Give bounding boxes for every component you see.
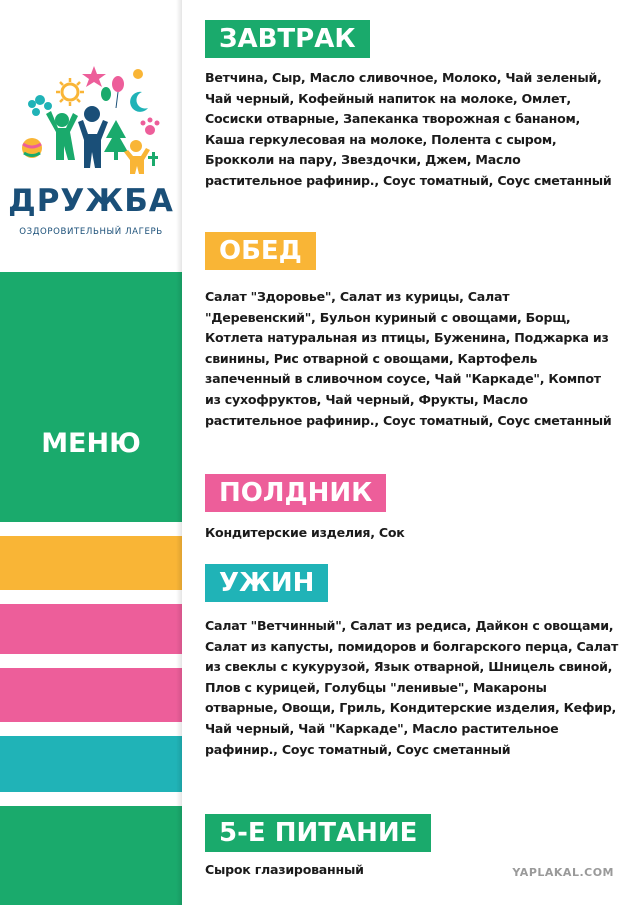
section-title-breakfast: ЗАВТРАК [205,20,370,58]
logo [0,0,182,272]
stripe-white [0,522,182,536]
menu-label: МЕНЮ [41,428,141,459]
logo-subtitle: ОЗДОРОВИТЕЛЬНЫЙ ЛАГЕРЬ [19,227,163,237]
section-text-lunch: Салат "Здоровье", Салат из курицы, Салат "Деревенский", Бульон куриный с овощами, Борщ, Котлета натуральная из птицы, Буженина, Поджарка из свинины, Рис отварной с овощами, Картофель запеченный в сливочном соусе, Чай "Каркаде", Компот из сухофруктов, Чай черный, Фрукты, Масло растительное рафинир., Соус томатный, Соус сметанный [205,289,612,428]
section-text-breakfast: Ветчина, Сыр, Масло сливочное, Молоко, Чай зеленый, Чай черный, Кофейный напиток на молоке, Омлет, Сосиски отварные, Запеканка творожная с бананом, Каша геркулесовая на молоке, Полента с сыром, Брокколи на пару, Звездочки, Джем, Масло растительное рафинир., Соус томатный, Соус сметанный [205,70,612,188]
left-sidebar [0,0,182,905]
stripe-white [0,590,182,604]
stripe-white [0,654,182,668]
section-title-dinner: УЖИН [205,564,328,602]
stripe-green [0,806,182,905]
section-text-snack: Кондитерские изделия, Сок [205,525,405,540]
section-text-dinner: Салат "Ветчинный", Салат из редиса, Дайкон с овощами, Салат из капусты, помидоров и болгарского перца, Салат из свеклы с кукурузой, Язык отварной, Шницель свиной, Плов с курицей, Голубцы "ленивые", Макароны отварные, Овощи, Гриль, Кондитерские изделия, Кефир, Чай черный, Чай "Каркаде", Масло растительное рафинир., Соус томатный, Соус сметанный [205,618,619,757]
watermark: YAPLAKAL.COM [512,866,614,879]
stripe-teal [0,736,182,792]
stripe-pink [0,604,182,654]
section-title-snack: ПОЛДНИК [205,474,386,512]
stripe-orange [0,536,182,590]
stripe-white [0,722,182,736]
sidebar-green-block [0,272,182,522]
logo-kids-icon [18,56,164,180]
stripe-pink [0,668,182,722]
section-title-lunch: ОБЕД [205,232,316,270]
section-title-fifth-meal: 5-Е ПИТАНИЕ [205,814,431,852]
section-text-fifth-meal: Сырок глазированный [205,862,364,877]
stripe-white [0,792,182,806]
logo-title: ДРУЖБА [8,183,174,219]
